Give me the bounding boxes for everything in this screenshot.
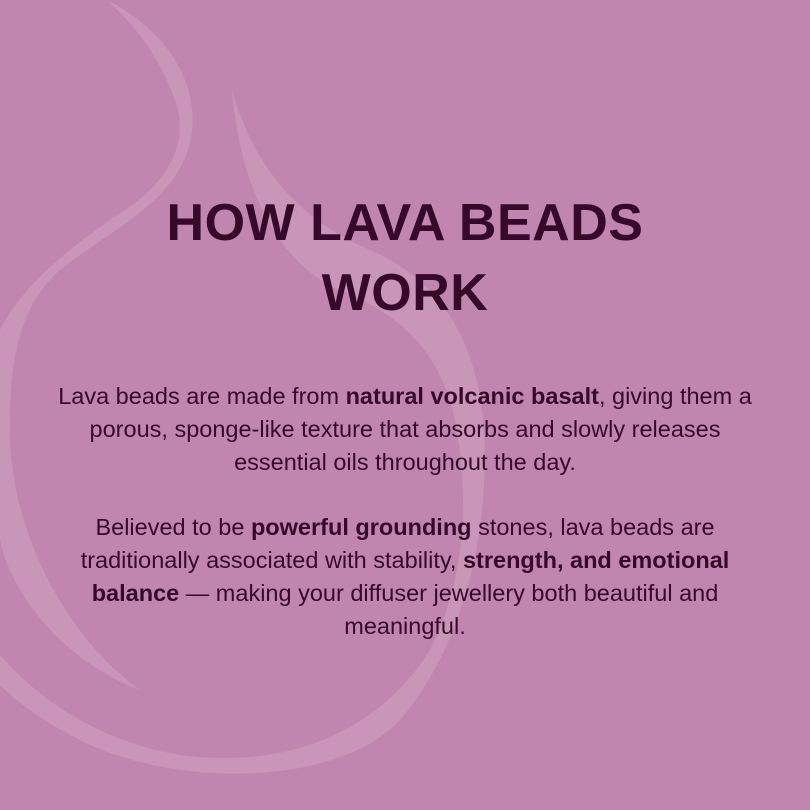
bold-text: powerful grounding [250, 514, 472, 540]
text: Lava beads are made from [58, 383, 346, 409]
paragraph-grounding [40, 511, 770, 643]
title-line-2: WORK [321, 264, 489, 322]
text: , giving them a porous, sponge-like texture that absorbs and slowly releases essential oils throughout the day. [89, 383, 752, 475]
bold-text: strength, and emotional balance [91, 547, 730, 606]
text: Believed to be [95, 514, 251, 540]
text: — making your diffuser jewellery both beautiful and meaningful. [179, 580, 719, 639]
bold-text: natural volcanic basalt [345, 383, 599, 409]
title-line-1: HOW LAVA BEADS [166, 194, 644, 252]
page-title [0, 188, 810, 328]
paragraph-basalt [40, 380, 770, 479]
text: stones, lava beads are traditionally associated with stability, [80, 514, 715, 573]
